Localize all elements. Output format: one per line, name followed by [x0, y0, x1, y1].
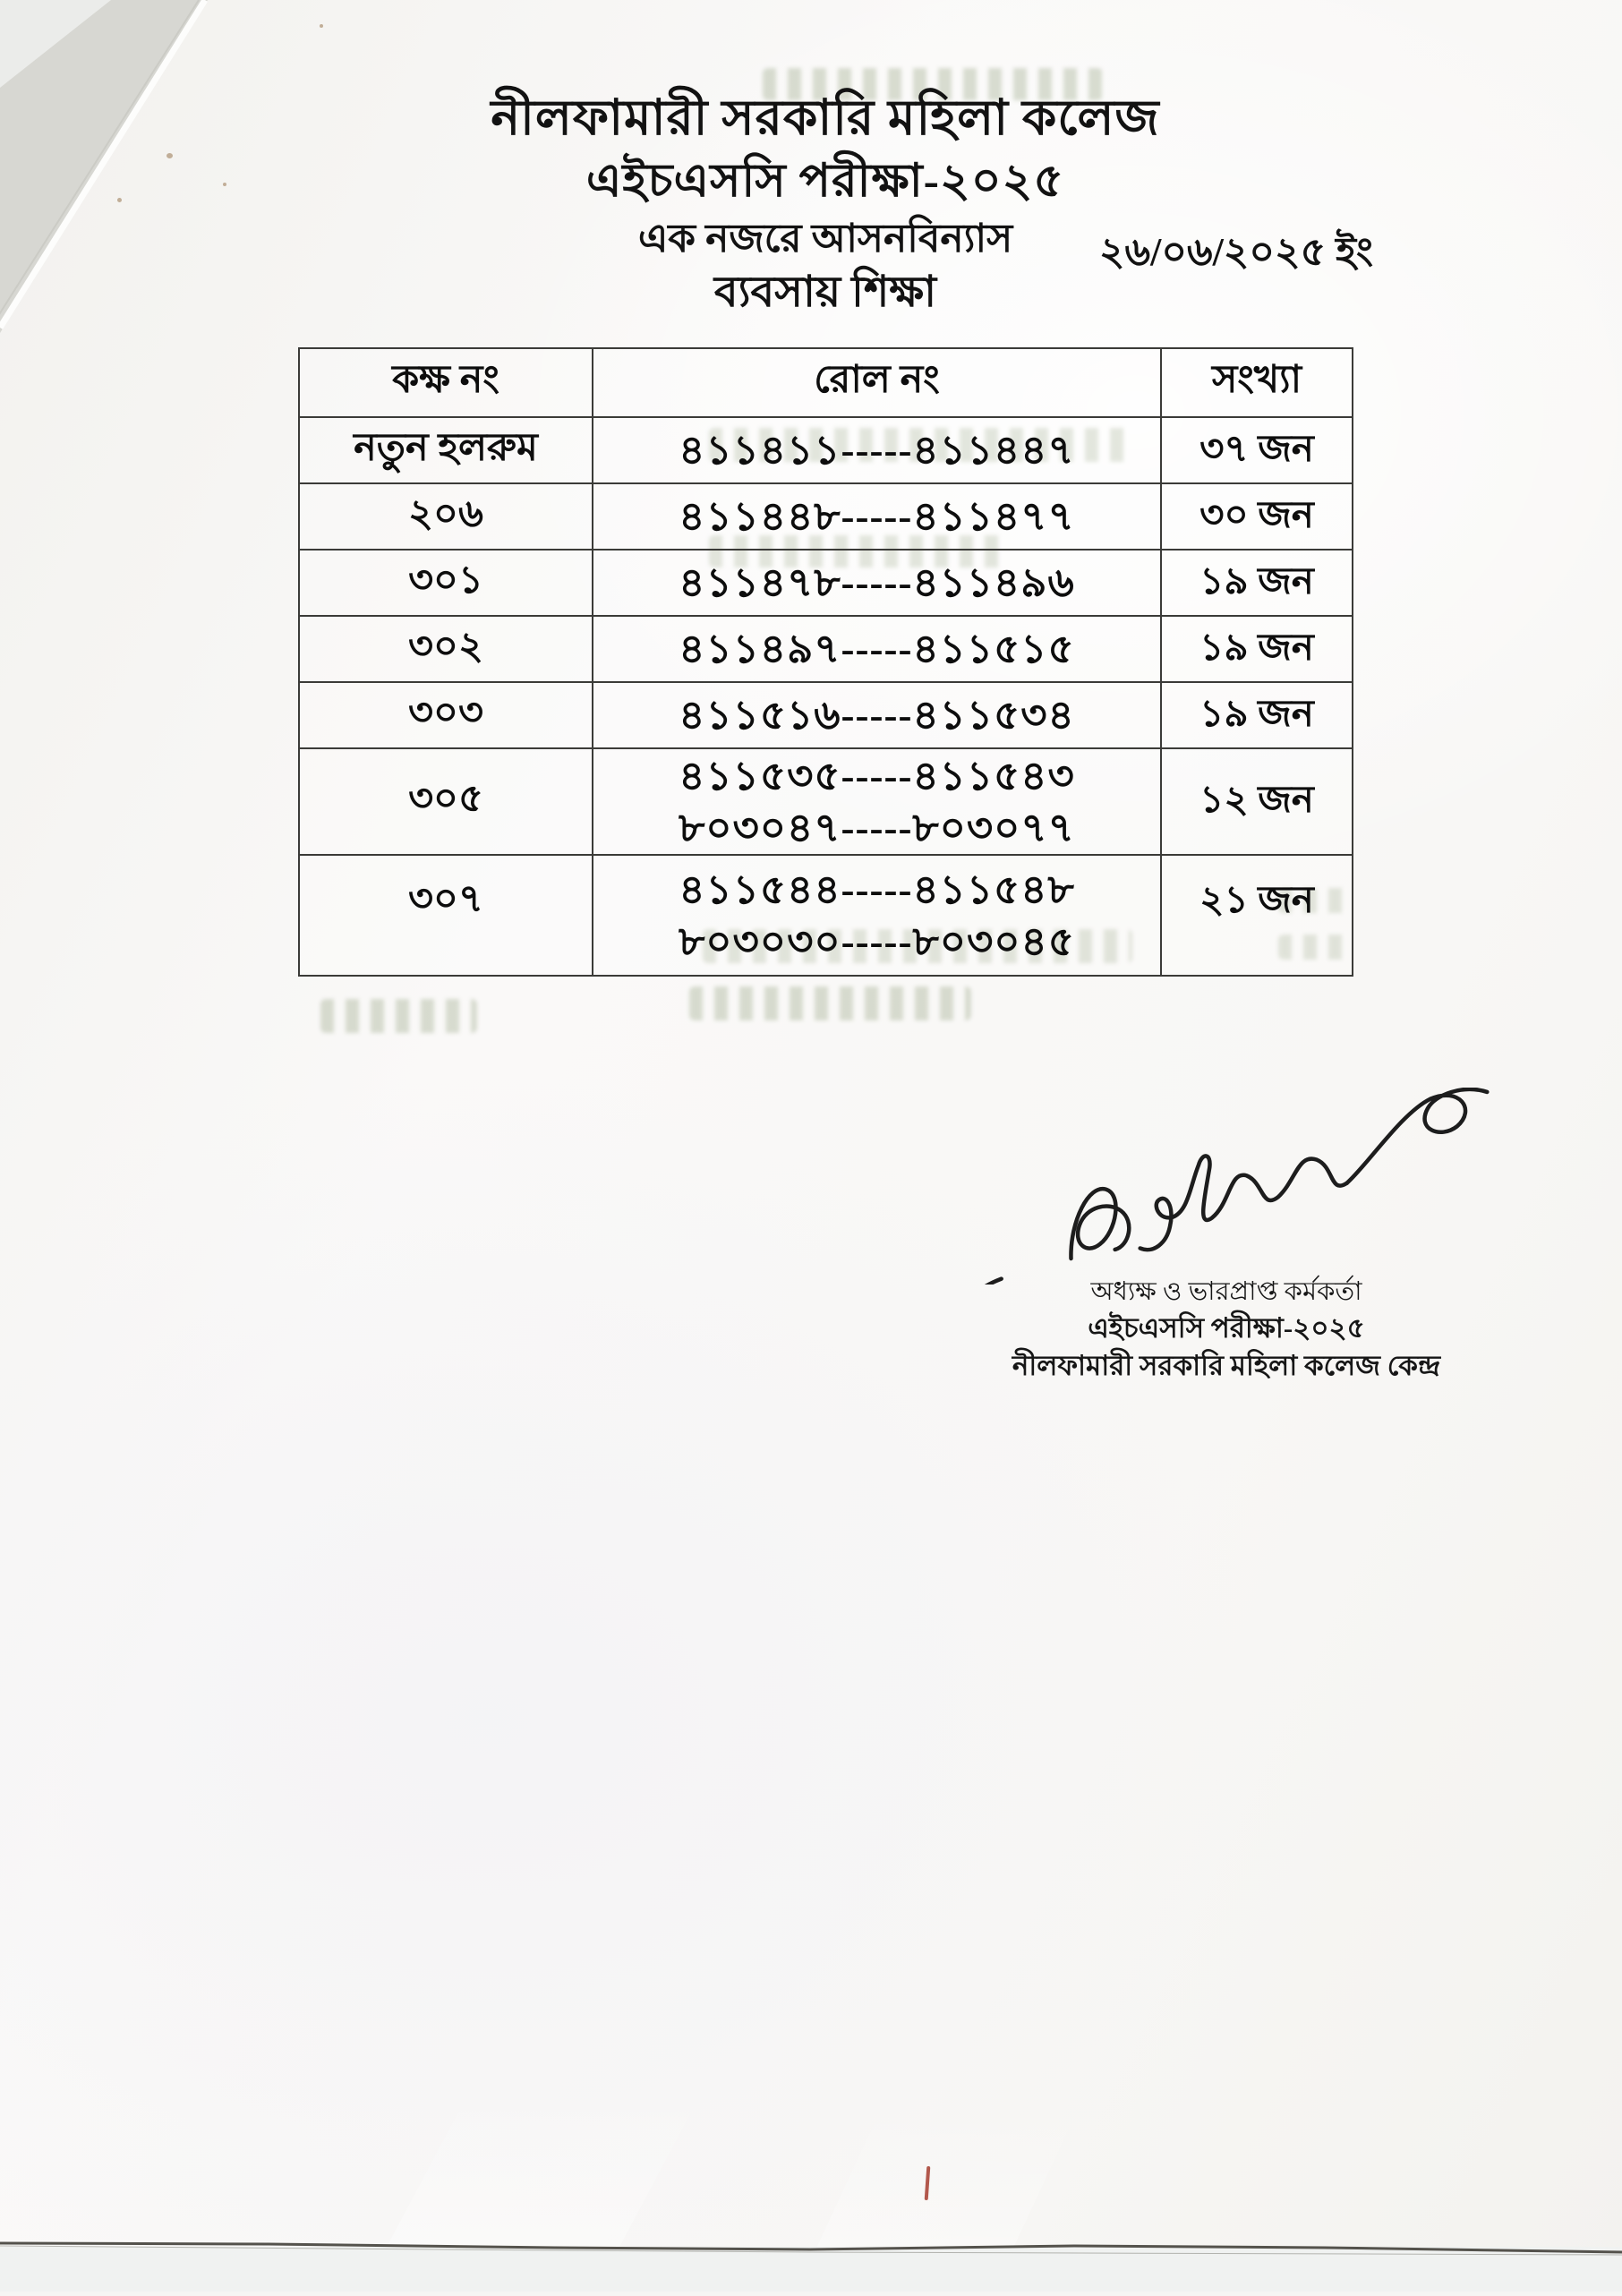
roll-range: ৪১১৫৪৪-----৪১১৫৪৮ — [679, 866, 1075, 912]
roll-range: ৮০৩০৩০-----৮০৩০৪৫ — [679, 918, 1075, 964]
signatory-title: অধ্যক্ষ ও ভারপ্রাপ্ত কর্মকর্তা — [1090, 1277, 1362, 1306]
table-row — [299, 855, 1353, 976]
student-count-cell: ৩৭ জন — [1161, 417, 1353, 483]
table-row — [299, 616, 1353, 682]
roll-range: ৪১১৪১১-----৪১১৪৪৭ — [679, 428, 1075, 473]
roll-range: ৪১১৪৪৮-----৪১১৪৭৭ — [679, 494, 1075, 539]
column-header-2: সংখ্যা — [1161, 348, 1353, 417]
table-header-row — [299, 348, 1353, 417]
fold-streak-artifact — [817, 2104, 1081, 2247]
signatory-text — [976, 1274, 1477, 1385]
bleed-through-artifact — [689, 986, 971, 1020]
roll-range: ৪১১৪৭৮-----৪১১৪৯৬ — [679, 560, 1075, 605]
roll-range-cell — [593, 855, 1161, 976]
bleed-through-artifact — [320, 999, 477, 1033]
dust-speck — [320, 24, 323, 28]
roll-range-cell — [593, 550, 1161, 616]
column-header-0: কক্ষ নং — [299, 348, 593, 417]
roll-range: ৪১১৪৯৭-----৪১১৫১৫ — [679, 627, 1075, 671]
table-row — [299, 483, 1353, 550]
handwritten-signature — [949, 1088, 1522, 1285]
roll-range-cell — [593, 616, 1161, 682]
dust-speck — [166, 153, 173, 158]
student-count-cell: ১৯ জন — [1161, 616, 1353, 682]
roll-range: ৮০৩০৪৭-----৮০৩০৭৭ — [679, 805, 1075, 850]
college-name: নীলফামারী সরকারি মহিলা কলেজ — [491, 90, 1160, 145]
student-count-cell: ২১ জন — [1161, 855, 1353, 976]
dust-speck — [117, 198, 122, 202]
table-row — [299, 417, 1353, 483]
table-row — [299, 550, 1353, 616]
student-count-cell: ১২ জন — [1161, 748, 1353, 855]
exam-date: ২৬/০৬/২০২৫ ইং — [1098, 230, 1373, 274]
roll-range-cell — [593, 682, 1161, 748]
seating-table-body — [299, 417, 1353, 976]
roll-range-cell — [593, 748, 1161, 855]
room-number-cell: ৩০৭ — [299, 855, 593, 976]
roll-range: ৪১১৫১৬-----৪১১৫৩৪ — [679, 693, 1075, 738]
signatory-center: নীলফামারী সরকারি মহিলা কলেজ কেন্দ্র — [1012, 1350, 1441, 1381]
room-number-cell: ৩০১ — [299, 550, 593, 616]
exam-title: এইচএসসি পরীক্ষা-২০২৫ — [585, 156, 1065, 207]
signature-block — [949, 1088, 1522, 1383]
group-name: ব্যবসায় শিক্ষা — [713, 269, 937, 316]
signatory-exam: এইচএসসি পরীক্ষা-২০২৫ — [1088, 1312, 1365, 1344]
room-number-cell: ২০৬ — [299, 483, 593, 550]
table-row — [299, 682, 1353, 748]
dust-speck — [223, 183, 226, 186]
student-count-cell: ১৯ জন — [1161, 550, 1353, 616]
fold-streak-artifact — [387, 2086, 705, 2247]
room-number-cell: ৩০৫ — [299, 748, 593, 855]
room-number-cell: নতুন হলরুম — [299, 417, 593, 483]
student-count-cell: ১৯ জন — [1161, 682, 1353, 748]
roll-range-cell — [593, 417, 1161, 483]
column-header-1: রোল নং — [593, 348, 1161, 417]
student-count-cell: ৩০ জন — [1161, 483, 1353, 550]
room-number-cell: ৩০৩ — [299, 682, 593, 748]
red-ink-mark — [925, 2166, 931, 2200]
roll-range-cell — [593, 483, 1161, 550]
roll-range: ৪১১৫৩৫-----৪১১৫৪৩ — [679, 753, 1075, 798]
room-number-cell: ৩০২ — [299, 616, 593, 682]
seating-table — [298, 347, 1353, 977]
seating-subtitle: এক নজরে আসনবিন্যাস — [637, 217, 1013, 260]
paper-bottom-edge — [0, 2211, 1622, 2292]
table-row — [299, 748, 1353, 855]
